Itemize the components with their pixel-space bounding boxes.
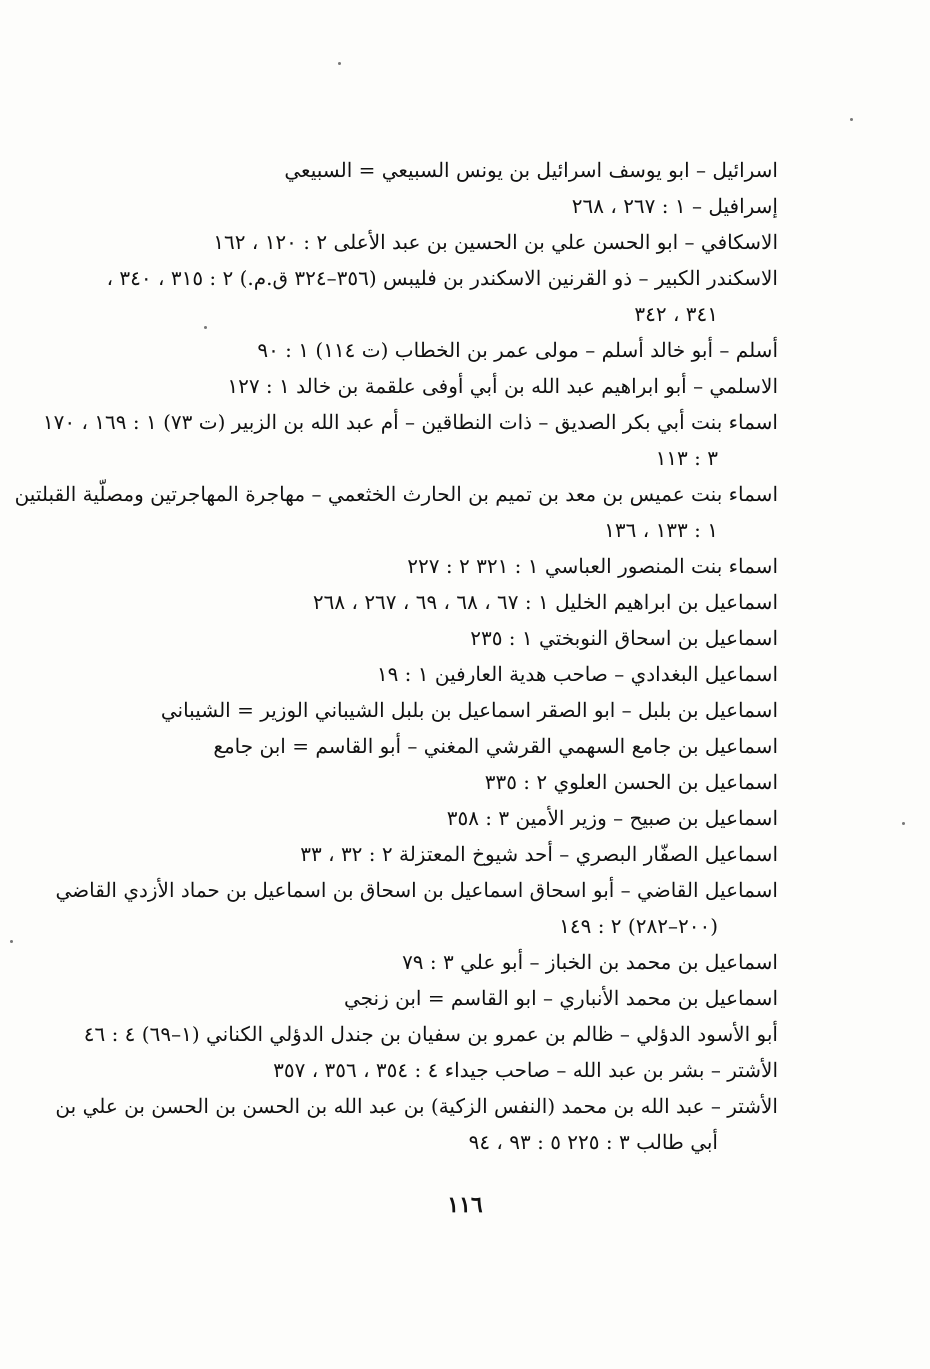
- index-entry: اسرائيل – ابو يوسف اسرائيل بن يونس السبيعي = السبيعي: [284, 158, 778, 182]
- index-entry: اسماعيل بن ابراهيم الخليل ١ : ٦٧ ، ٦٨ ، ٦٩ ، ٢٦٧ ، ٢٦٨: [312, 590, 778, 614]
- index-entry: اسماء بنت المنصور العباسي ١ : ٣٢١ ٢ : ٢٢٧: [407, 554, 778, 578]
- index-entry: اسماعيل بن صبيح – وزير الأمين ٣ : ٣٥٨: [446, 806, 778, 830]
- index-entry: الاسلمي – أبو ابراهيم عبد الله بن أبي أوفى علقمة بن خالد ١ : ١٢٧: [227, 374, 778, 398]
- index-entry-continuation: ٣٤١ ، ٣٤٢: [634, 302, 718, 326]
- scan-speck: [338, 62, 341, 65]
- index-entry: الأشتر – عبد الله بن محمد (النفس الزكية) بن عبد الله بن الحسن بن الحسن بن علي بن: [55, 1094, 778, 1118]
- scan-speck: [10, 940, 13, 943]
- index-entry: اسماعيل بن جامع السهمي القرشي المغني – أبو القاسم = ابن جامع: [213, 734, 778, 758]
- index-entry: اسماعيل بن محمد الأنباري – ابو القاسم = ابن زنجي: [343, 986, 778, 1010]
- page-number: ١١٦: [447, 1192, 483, 1218]
- index-entry: اسماعيل بن محمد بن الخباز – أبو علي ٣ : ٧٩: [402, 950, 778, 974]
- index-entry: اسماعيل بن الحسن العلوي ٢ : ٣٣٥: [484, 770, 778, 794]
- index-entry: أسلم – أبو خالد أسلم – مولى عمر بن الخطاب (ت ١١٤) ١ : ٩٠: [257, 338, 778, 362]
- index-entry: اسماعيل بن اسحاق النوبختي ١ : ٢٣٥: [470, 626, 778, 650]
- index-entry: اسماء بنت أبي بكر الصديق – ذات النطاقين – أم عبد الله بن الزبير (ت ٧٣) ١ : ١٦٩ ، ١٧٠: [42, 410, 778, 434]
- index-entry: اسماعيل القاضي – أبو اسحاق اسماعيل بن اسحاق بن اسماعيل بن حماد الأزدي القاضي: [55, 878, 778, 902]
- scan-speck: [204, 326, 207, 329]
- index-entry: اسماء بنت عميس بن معد بن تميم بن الحارث الخثعمي – مهاجرة المهاجرتين ومصلّية القبلتين: [14, 482, 778, 506]
- scan-speck: [902, 822, 905, 825]
- index-entry: اسماعيل البغدادي – صاحب هدية العارفين ١ : ١٩: [376, 662, 778, 686]
- index-entry: أبو الأسود الدؤلي – ظالم بن عمرو بن سفيان بن جندل الدؤلي الكناني (١–٦٩) ٤ : ٤٦: [83, 1022, 778, 1046]
- index-entry: الأشتر – بشر بن عبد الله – صاحب جيداء ٤ : ٣٥٤ ، ٣٥٦ ، ٣٥٧: [273, 1058, 778, 1082]
- scan-speck: [850, 118, 853, 121]
- index-entry-continuation: أبي طالب ٣ : ٢٢٥ ٥ : ٩٣ ، ٩٤: [468, 1130, 718, 1154]
- index-entry: اسماعيل الصفّار البصري – أحد شيوخ المعتزلة ٢ : ٣٢ ، ٣٣: [300, 842, 778, 866]
- index-entry: اسماعيل بن بلبل – ابو الصقر اسماعيل بن بلبل الشيباني الوزير = الشيباني: [160, 698, 778, 722]
- name-index: [14, 152, 778, 1160]
- index-entry: إسرافيل – ١ : ٢٦٧ ، ٢٦٨: [571, 194, 778, 218]
- index-entry: الاسكافي – ابو الحسن علي بن الحسين بن عبد الأعلى ٢ : ١٢٠ ، ١٦٢: [213, 230, 778, 254]
- index-entry-continuation: (٢٠٠–٢٨٢) ٢ : ١٤٩: [559, 914, 718, 938]
- index-entry-continuation: ١ : ١٣٣ ، ١٣٦: [604, 518, 718, 542]
- index-entry: الاسكندر الكبير – ذو القرنين الاسكندر بن فليبس (٣٥٦–٣٢٤ ق.م.) ٢ : ٣١٥ ، ٣٤٠ ،: [106, 266, 778, 290]
- index-entry-continuation: ٣ : ١١٣: [655, 446, 718, 470]
